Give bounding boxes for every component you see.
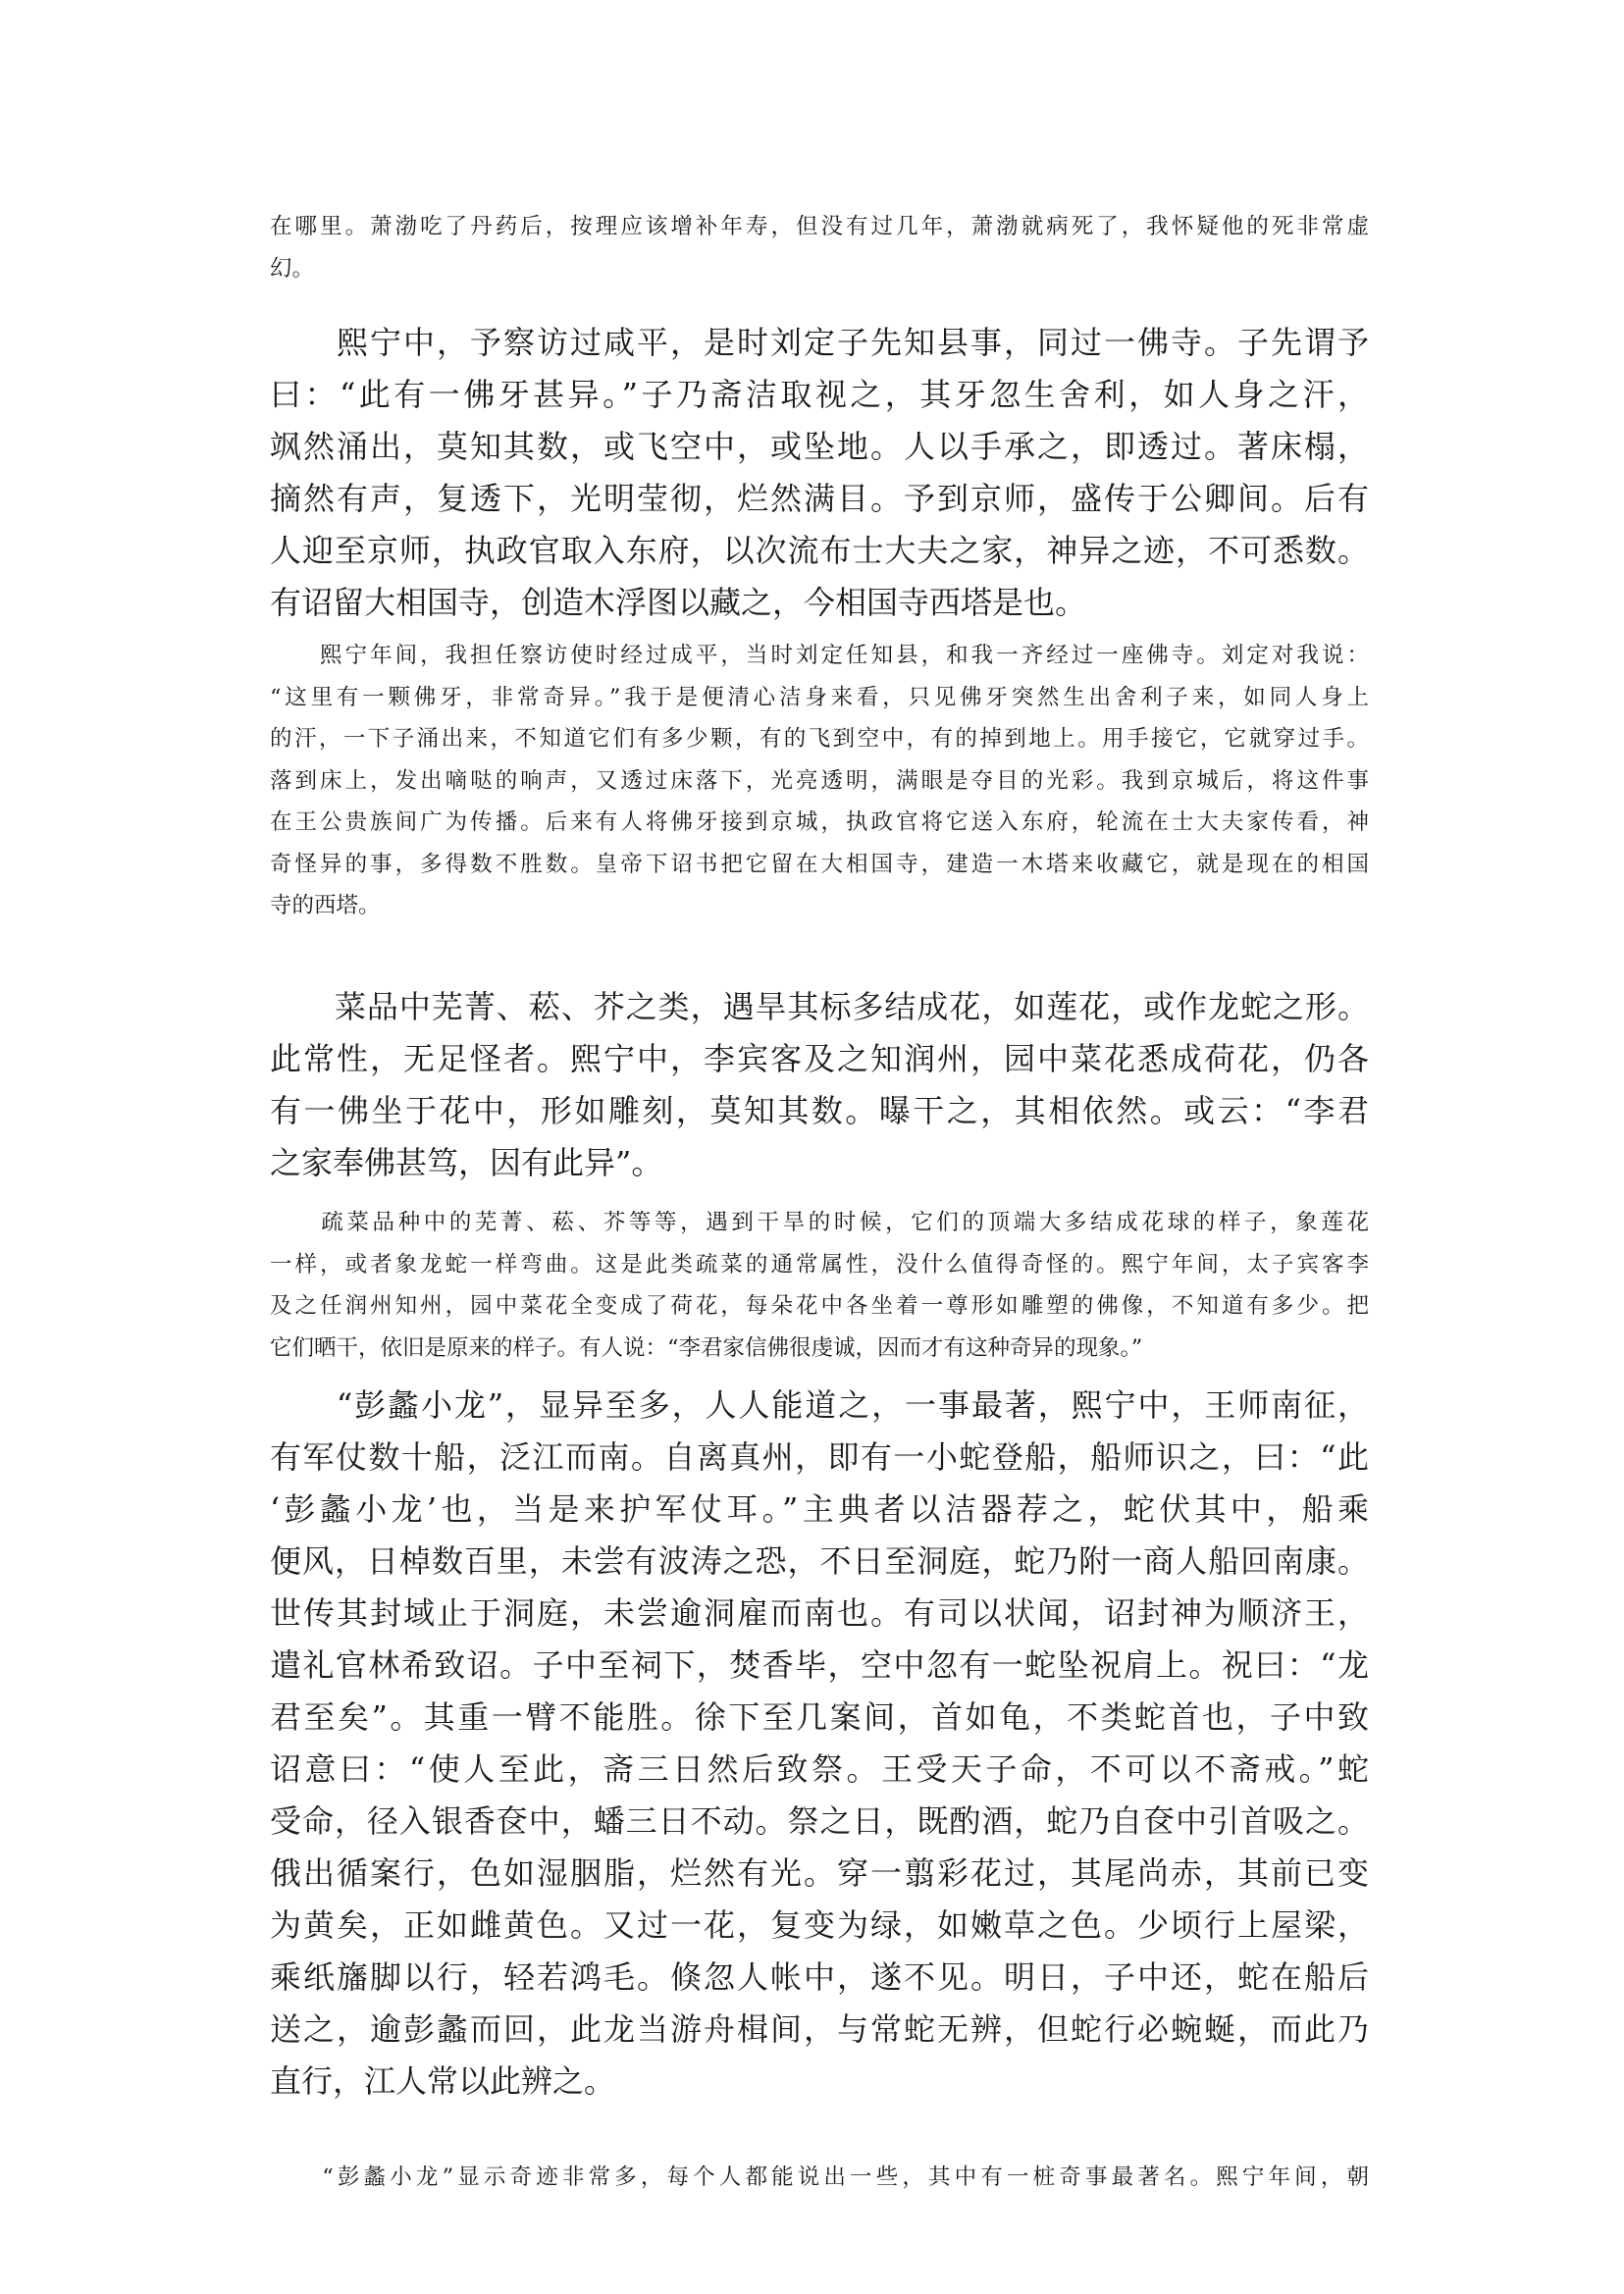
- text-line: 及之任润州知州，园中菜花全变成了荷花，每朵花中各坐着一尊形如雕塑的佛像，不知道有多少。把: [270, 1293, 1369, 1319]
- text-line: 一样，或者象龙蛇一样弯曲。这是此类疏菜的通常属性，没什么值得奇怪的。熙宁年间，太子宾客李: [270, 1251, 1369, 1277]
- text-line: 遣礼官林希致诏。子中至祠下，焚香毕，空中忽有一蛇坠祝肩上。祝曰：“龙: [270, 1646, 1369, 1684]
- text-line: 之家奉佛甚笃，因有此异”。: [270, 1144, 663, 1181]
- translation-paragraph: [270, 2157, 1369, 2199]
- text-line: 奇怪异的事，多得数不胜数。皇帝下诏书把它留在大相国寺，建造一木塔来收藏它，就是现在的相国: [270, 851, 1369, 877]
- text-line: 有军仗数十船，泛江而南。自离真州，即有一小蛇登船，船师识之，曰：“此: [270, 1438, 1369, 1476]
- text-line: 诏意曰：“使人至此，斋三日然后致祭。王受天子命，不可以不斋戒。”蛇: [270, 1750, 1369, 1788]
- text-line: 此常性，无足怪者。熙宁中，李宾客及之知润州，园中菜花悉成荷花，仍各: [270, 1040, 1369, 1077]
- text-line: 落到床上，发出嘀哒的响声，又透过床落下，光亮透明，满眼是夺目的光彩。我到京城后，将这件事: [270, 767, 1369, 794]
- text-line: 它们晒干，依旧是原来的样子。有人说：“李君家信佛很虔诚，因而才有这种奇异的现象。”: [270, 1334, 1143, 1361]
- text-line: 君至矣”。其重一臂不能胜。徐下至几案间，首如龟，不类蛇首也，子中致: [270, 1698, 1369, 1736]
- classical-paragraph: [270, 1380, 1369, 2108]
- translation-paragraph: [270, 206, 1369, 289]
- text-line: 受命，径入银香奁中，蟠三日不动。祭之日，既酌酒，蛇乃自奁中引首吸之。: [270, 1802, 1369, 1840]
- text-line: 飒然涌出，莫知其数，或飞空中，或坠地。人以手承之，即透过。著床榻，: [270, 428, 1369, 465]
- text-line: 有一佛坐于花中，形如雕刻，莫知其数。曝干之，其相依然。或云：“李君: [270, 1092, 1369, 1129]
- classical-paragraph: [270, 317, 1369, 629]
- text-line: “这里有一颗佛牙，非常奇异。”我于是便清心洁身来看，只见佛牙突然生出舍利子来，如同人身上: [270, 684, 1369, 710]
- text-line: 寺的西塔。: [270, 893, 381, 918]
- text-line: 世传其封域止于洞庭，未尝逾洞雇而南也。有司以状闻，诏封神为顺济王，: [270, 1594, 1369, 1632]
- text-line: 熙宁中，予察访过咸平，是时刘定子先知县事，同过一佛寺。子先谓予: [270, 324, 1369, 361]
- text-line: “彭蠡小龙”，显异至多，人人能道之，一事最著，熙宁中，王师南征，: [270, 1386, 1369, 1424]
- text-line: 送之，逾彭蠡而回，此龙当游舟楫间，与常蛇无辨，但蛇行必蜿蜒，而此乃: [270, 2010, 1369, 2048]
- text-line: 俄出循案行，色如湿胭脂，烂然有光。穿一翦彩花过，其尾尚赤，其前已变: [270, 1854, 1369, 1892]
- text-line: 在哪里。萧渤吃了丹药后，按理应该增补年寿，但没有过几年，萧渤就病死了，我怀疑他的死非常虚: [270, 214, 1369, 239]
- text-line: “彭蠡小龙”显示奇迹非常多，每个人都能说出一些，其中有一桩奇事最著名。熙宁年间，朝: [270, 2164, 1369, 2190]
- translation-paragraph: [270, 635, 1369, 927]
- text-line: 有诏留大相国寺，创造木浮图以藏之，今相国寺西塔是也。: [270, 584, 1087, 621]
- text-line: 在王公贵族间广为传播。后来有人将佛牙接到京城，执政官将它送入东府，轮流在士大夫家传看，神: [270, 809, 1369, 835]
- text-line: 乘纸旛脚以行，轻若鸿毛。倏忽人帐中，遂不见。明日，子中还，蛇在船后: [270, 1958, 1369, 1996]
- text-line: 便风，日棹数百里，未尝有波涛之恐，不日至洞庭，蛇乃附一商人船回南康。: [270, 1542, 1369, 1580]
- text-line: 摘然有声，复透下，光明莹彻，烂然满目。予到京师，盛传于公卿间。后有: [270, 480, 1369, 517]
- text-line: ‘彭蠡小龙’也，当是来护军仗耳。”主典者以洁器荐之，蛇伏其中，船乘: [270, 1490, 1369, 1528]
- text-line: 菜品中芜菁、菘、芥之类，遇旱其标多结成花，如莲花，或作龙蛇之形。: [270, 988, 1369, 1025]
- text-line: 直行，江人常以此辨之。: [270, 2062, 616, 2100]
- text-line: 人迎至京师，执政官取入东府，以次流布士大夫之家，神异之迹，不可悉数。: [270, 532, 1369, 569]
- translation-paragraph: [270, 1202, 1369, 1369]
- classical-paragraph: [270, 981, 1369, 1189]
- text-line: 幻。: [270, 255, 315, 282]
- text-line: 的汗，一下子涌出来，不知道它们有多少颗，有的飞到空中，有的掉到地上。用手接它，它就穿过手。: [270, 726, 1369, 752]
- text-line: 熙宁年间，我担任察访使时经过成平，当时刘定任知县，和我一齐经过一座佛寺。刘定对我说：: [270, 643, 1369, 668]
- text-line: 疏菜品种中的芜菁、菘、芥等等，遇到干旱的时候，它们的顶端大多结成花球的样子，象莲花: [270, 1210, 1369, 1235]
- text-line: 为黄矣，正如雌黄色。又过一花，复变为绿，如嫩草之色。少顷行上屋梁，: [270, 1906, 1369, 1944]
- text-line: 曰：“此有一佛牙甚异。”子乃斋洁取视之，其牙忽生舍利，如人身之汗，: [270, 376, 1369, 413]
